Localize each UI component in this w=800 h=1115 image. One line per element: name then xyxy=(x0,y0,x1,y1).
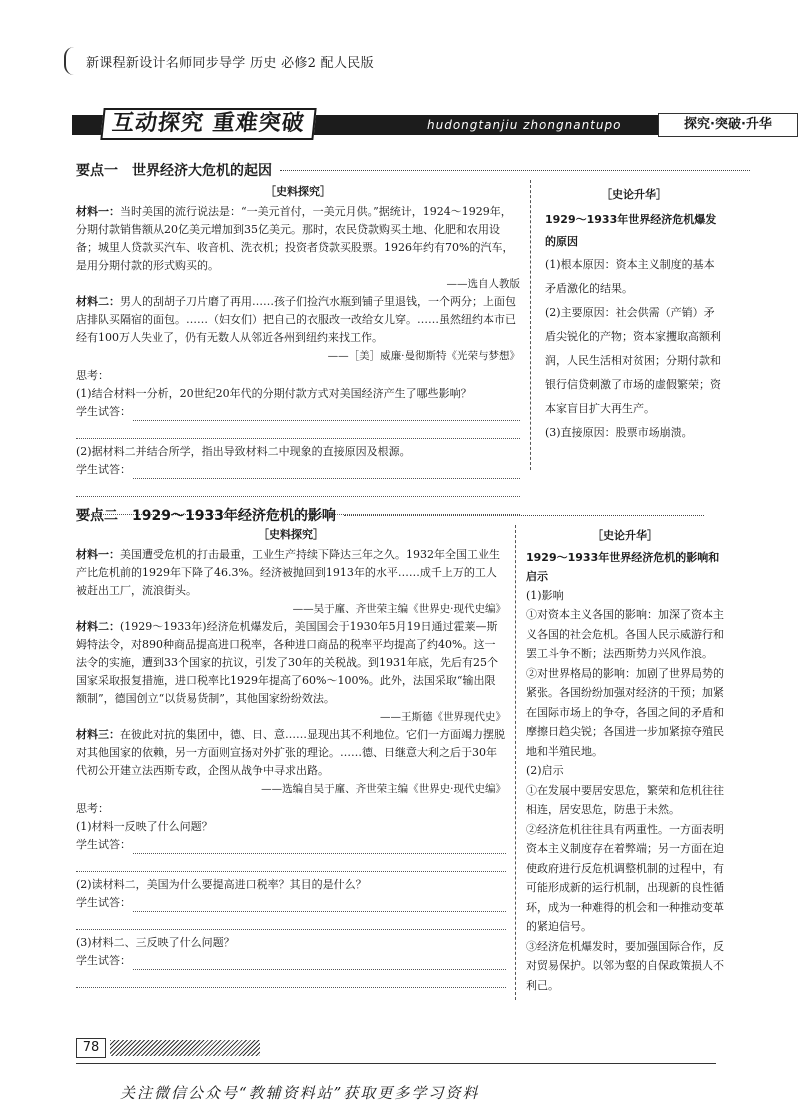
section1-mat2-source: ——［美］威廉·曼彻斯特《光荣与梦想》 xyxy=(327,350,520,362)
section2-answer1-line[interactable] xyxy=(76,854,506,872)
banner-title: 互动探究 重难突破 xyxy=(100,108,316,140)
section2-title-text: 要点二 1929～1933年经济危机的影响 xyxy=(76,508,336,524)
section2-answer2-line[interactable] xyxy=(76,912,506,930)
section2-title xyxy=(76,505,704,525)
page-header xyxy=(64,48,374,74)
section2-material1 xyxy=(76,546,506,600)
section1-question2: (2)据材料二并结合所学，指出导致材料二中现象的直接原因及根源。 xyxy=(76,445,411,458)
section1-question1: (1)结合材料一分析，20世纪20年代的分期付款方式对美国经济产生了哪些影响？ xyxy=(76,387,472,400)
section1-summary-title: 1929～1933年世界经济危机爆发的原因 xyxy=(545,213,717,248)
section2-summary xyxy=(526,526,724,995)
section2-mat2-source: ——王斯德《世界现代史》 xyxy=(380,711,506,723)
footer-note: 关注微信公众号“教辅资料站”获取更多学习资料 xyxy=(120,1084,480,1102)
section2-think: 思考： xyxy=(76,802,109,815)
section1-answer2-label: 学生试答： xyxy=(76,463,131,476)
section1-material1 xyxy=(76,203,520,275)
section2-material2 xyxy=(76,618,506,708)
section1-divider xyxy=(530,180,531,470)
section2-answer3-line[interactable] xyxy=(76,970,506,988)
section1-materials xyxy=(76,183,520,515)
section1-mat1-label: 材料一： xyxy=(76,205,120,218)
section2-answer2[interactable] xyxy=(76,894,506,912)
section2-summary-i2: ②对世界格局的影响：加剧了世界局势的紧张。各国纷纷加强对经济的干预；加紧在国际市场上的争夺，各国之间的矛盾和摩擦日趋尖锐；各国进一步加紧掠夺殖民地和半殖民地。 xyxy=(526,666,724,758)
header-text: 新课程新设计名师同步导学 历史 必修2 配人民版 xyxy=(86,55,374,71)
section2-summary-sub2: (2)启示 xyxy=(526,764,564,777)
section1-answer2[interactable] xyxy=(76,461,520,479)
section2-summary-title: 1929～1933年世界经济危机的影响和启示 xyxy=(526,550,720,583)
section1-title-rule xyxy=(280,170,750,171)
section2-summary-j3: ③经济危机爆发时，要加强国际合作，反对贸易保护。以邻为壑的自保政策损人不利己。 xyxy=(526,939,724,992)
header-bracket-mark xyxy=(64,47,76,75)
section2-answer3[interactable] xyxy=(76,952,506,970)
section1-summary xyxy=(545,183,723,445)
section2-question1: (1)材料一反映了什么问题？ xyxy=(76,820,213,833)
section2-summary-j2: ②经济危机往往具有两重性。一方面表明资本主义制度存在着弊端；另一方面在迫使政府进行反危机调整机制的过程中，有可能形成新的运行机制，出现新的良性循环，成为一种难得的机会和一种推动变革的紧迫信号。 xyxy=(526,822,724,933)
section2-title-rule xyxy=(344,515,704,516)
section1-summary-r3: (3)直接原因：股票市场崩溃。 xyxy=(545,426,693,439)
section2-mat1-source: ——吴于廑、齐世荣主编《世界史·现代史编》 xyxy=(292,603,506,615)
section1-mat1-source: ——选自人教版 xyxy=(446,278,520,290)
section2-divider xyxy=(515,525,516,1000)
section2-summary-j1: ①在发展中要居安思危，繁荣和危机往往相连，居安思危，防患于未然。 xyxy=(526,783,724,816)
section1-mat2-label: 材料二： xyxy=(76,295,120,308)
section2-mat2-label: 材料二： xyxy=(76,620,120,633)
section2-mat3-text: 在彼此对抗的集团中，德、日、意……显现出其不利地位。它们一方面竭力摆脱对其他国家的依赖，另一方面则宣扬对外扩张的理论。……德、日继意大利之后于30年代初公开建立法西斯专政，企图从战争中寻求出路。 xyxy=(76,728,505,777)
footer-hatch-decoration xyxy=(110,1040,260,1056)
section2-question2: (2)读材料二，美国为什么要提高进口税率？其目的是什么？ xyxy=(76,878,367,891)
section1-answer2-line[interactable] xyxy=(76,479,520,497)
section1-summary-r2: (2)主要原因：社会供需（产销）矛盾尖锐化的产物；资本家攫取高额利润，人民生活相对贫困；分期付款和银行信贷刺激了市场的虚假繁荣；资本家盲目扩大再生产。 xyxy=(545,306,721,415)
banner-right-label: 探究·突破·升华 xyxy=(658,113,798,137)
section1-answer1-line[interactable] xyxy=(76,421,520,439)
section1-title-text: 要点一 世界经济大危机的起因 xyxy=(76,163,272,179)
section1-mat1-text: 当时美国的流行说法是：“一美元首付，一美元月供。”据统计，1924～1929年，分期付款销售额从20亿美元增加到35亿美元。那时，农民贷款购买土地、化肥和农用设备；城里人贷款买汽车、收音机、洗衣机；投资者贷款买股票。1926年约有70%的汽车，是用分期付款的形式购买的。 xyxy=(76,205,514,272)
section2-answer1[interactable] xyxy=(76,836,506,854)
section1-summary-r1: (1)根本原因：资本主义制度的基本矛盾激化的结果。 xyxy=(545,258,715,295)
section2-summary-sub1: (1)影响 xyxy=(526,588,564,602)
section2-question3: (3)材料二、三反映了什么问题？ xyxy=(76,936,235,949)
section2-answer1-label: 学生试答： xyxy=(76,838,131,851)
section2-answer3-label: 学生试答： xyxy=(76,954,131,967)
section2-mat2-text: (1929～1933年)经济危机爆发后，美国国会于1930年5月19日通过霍莱—斯姆特法令，对890种商品提高进口税率，各种进口商品的税率平均提高了约40%。这一法令的实施，遭到33个国家的抗议，引发了30年的关税战。到1931年底，先后有25个国家采取报复措施，进口税率比1929年提高了60%～100%。此外，法国采取“输出限额制”，德国创立“以货易货制”，其他国家纷纷效法。 xyxy=(76,620,498,705)
section2-material3 xyxy=(76,726,506,780)
section2-mat3-source: ——选编自吴于廑、齐世荣主编《世界史·现代史编》 xyxy=(261,783,506,795)
section2-summary-i1: ①对资本主义各国的影响：加深了资本主义各国的社会危机。各国人民示威游行和罢工斗争不断；法西斯势力兴风作浪。 xyxy=(526,608,724,660)
section1-answer1[interactable] xyxy=(76,403,520,421)
section2-answer2-label: 学生试答： xyxy=(76,896,131,909)
banner-pinyin: hudongtanjiu zhongnantupo xyxy=(427,118,622,132)
section1-mat2-text: 男人的刮胡子刀片磨了再用……孩子们捡汽水瓶到铺子里退钱，一个两分；上面包店排队买隔宿的面包。……（妇女们）把自己的衣服改一改给女儿穿。……虽然纽约本市已经有100万人失业了，仍有无数人从邻近各州到纽约来找工作。 xyxy=(76,295,516,344)
section1-think: 思考： xyxy=(76,369,109,382)
section2-mat3-label: 材料三： xyxy=(76,728,120,741)
section2-mat1-label: 材料一： xyxy=(76,548,120,561)
section2-box-right-head: ［史论升华］ xyxy=(592,529,658,542)
section1-material2 xyxy=(76,293,520,347)
section1-title xyxy=(76,160,750,180)
section-banner xyxy=(72,108,772,140)
section1-answer1-label: 学生试答： xyxy=(76,405,131,418)
section1-box-right-head: ［史论升华］ xyxy=(601,188,667,201)
footer-rule xyxy=(76,1063,716,1064)
section2-box-left-head: ［史料探究］ xyxy=(258,528,324,541)
section1-box-left-head: ［史料探究］ xyxy=(265,185,331,198)
section2-materials xyxy=(76,526,506,988)
section2-mat1-text: 美国遭受危机的打击最重，工业生产持续下降达三年之久。1932年全国工业生产比危机前的1929年下降了46.3%。经济被抛回到1913年的水平……成千上万的工人被赶出工厂，流浪街头。 xyxy=(76,548,500,597)
page-number: 78 xyxy=(76,1038,106,1058)
